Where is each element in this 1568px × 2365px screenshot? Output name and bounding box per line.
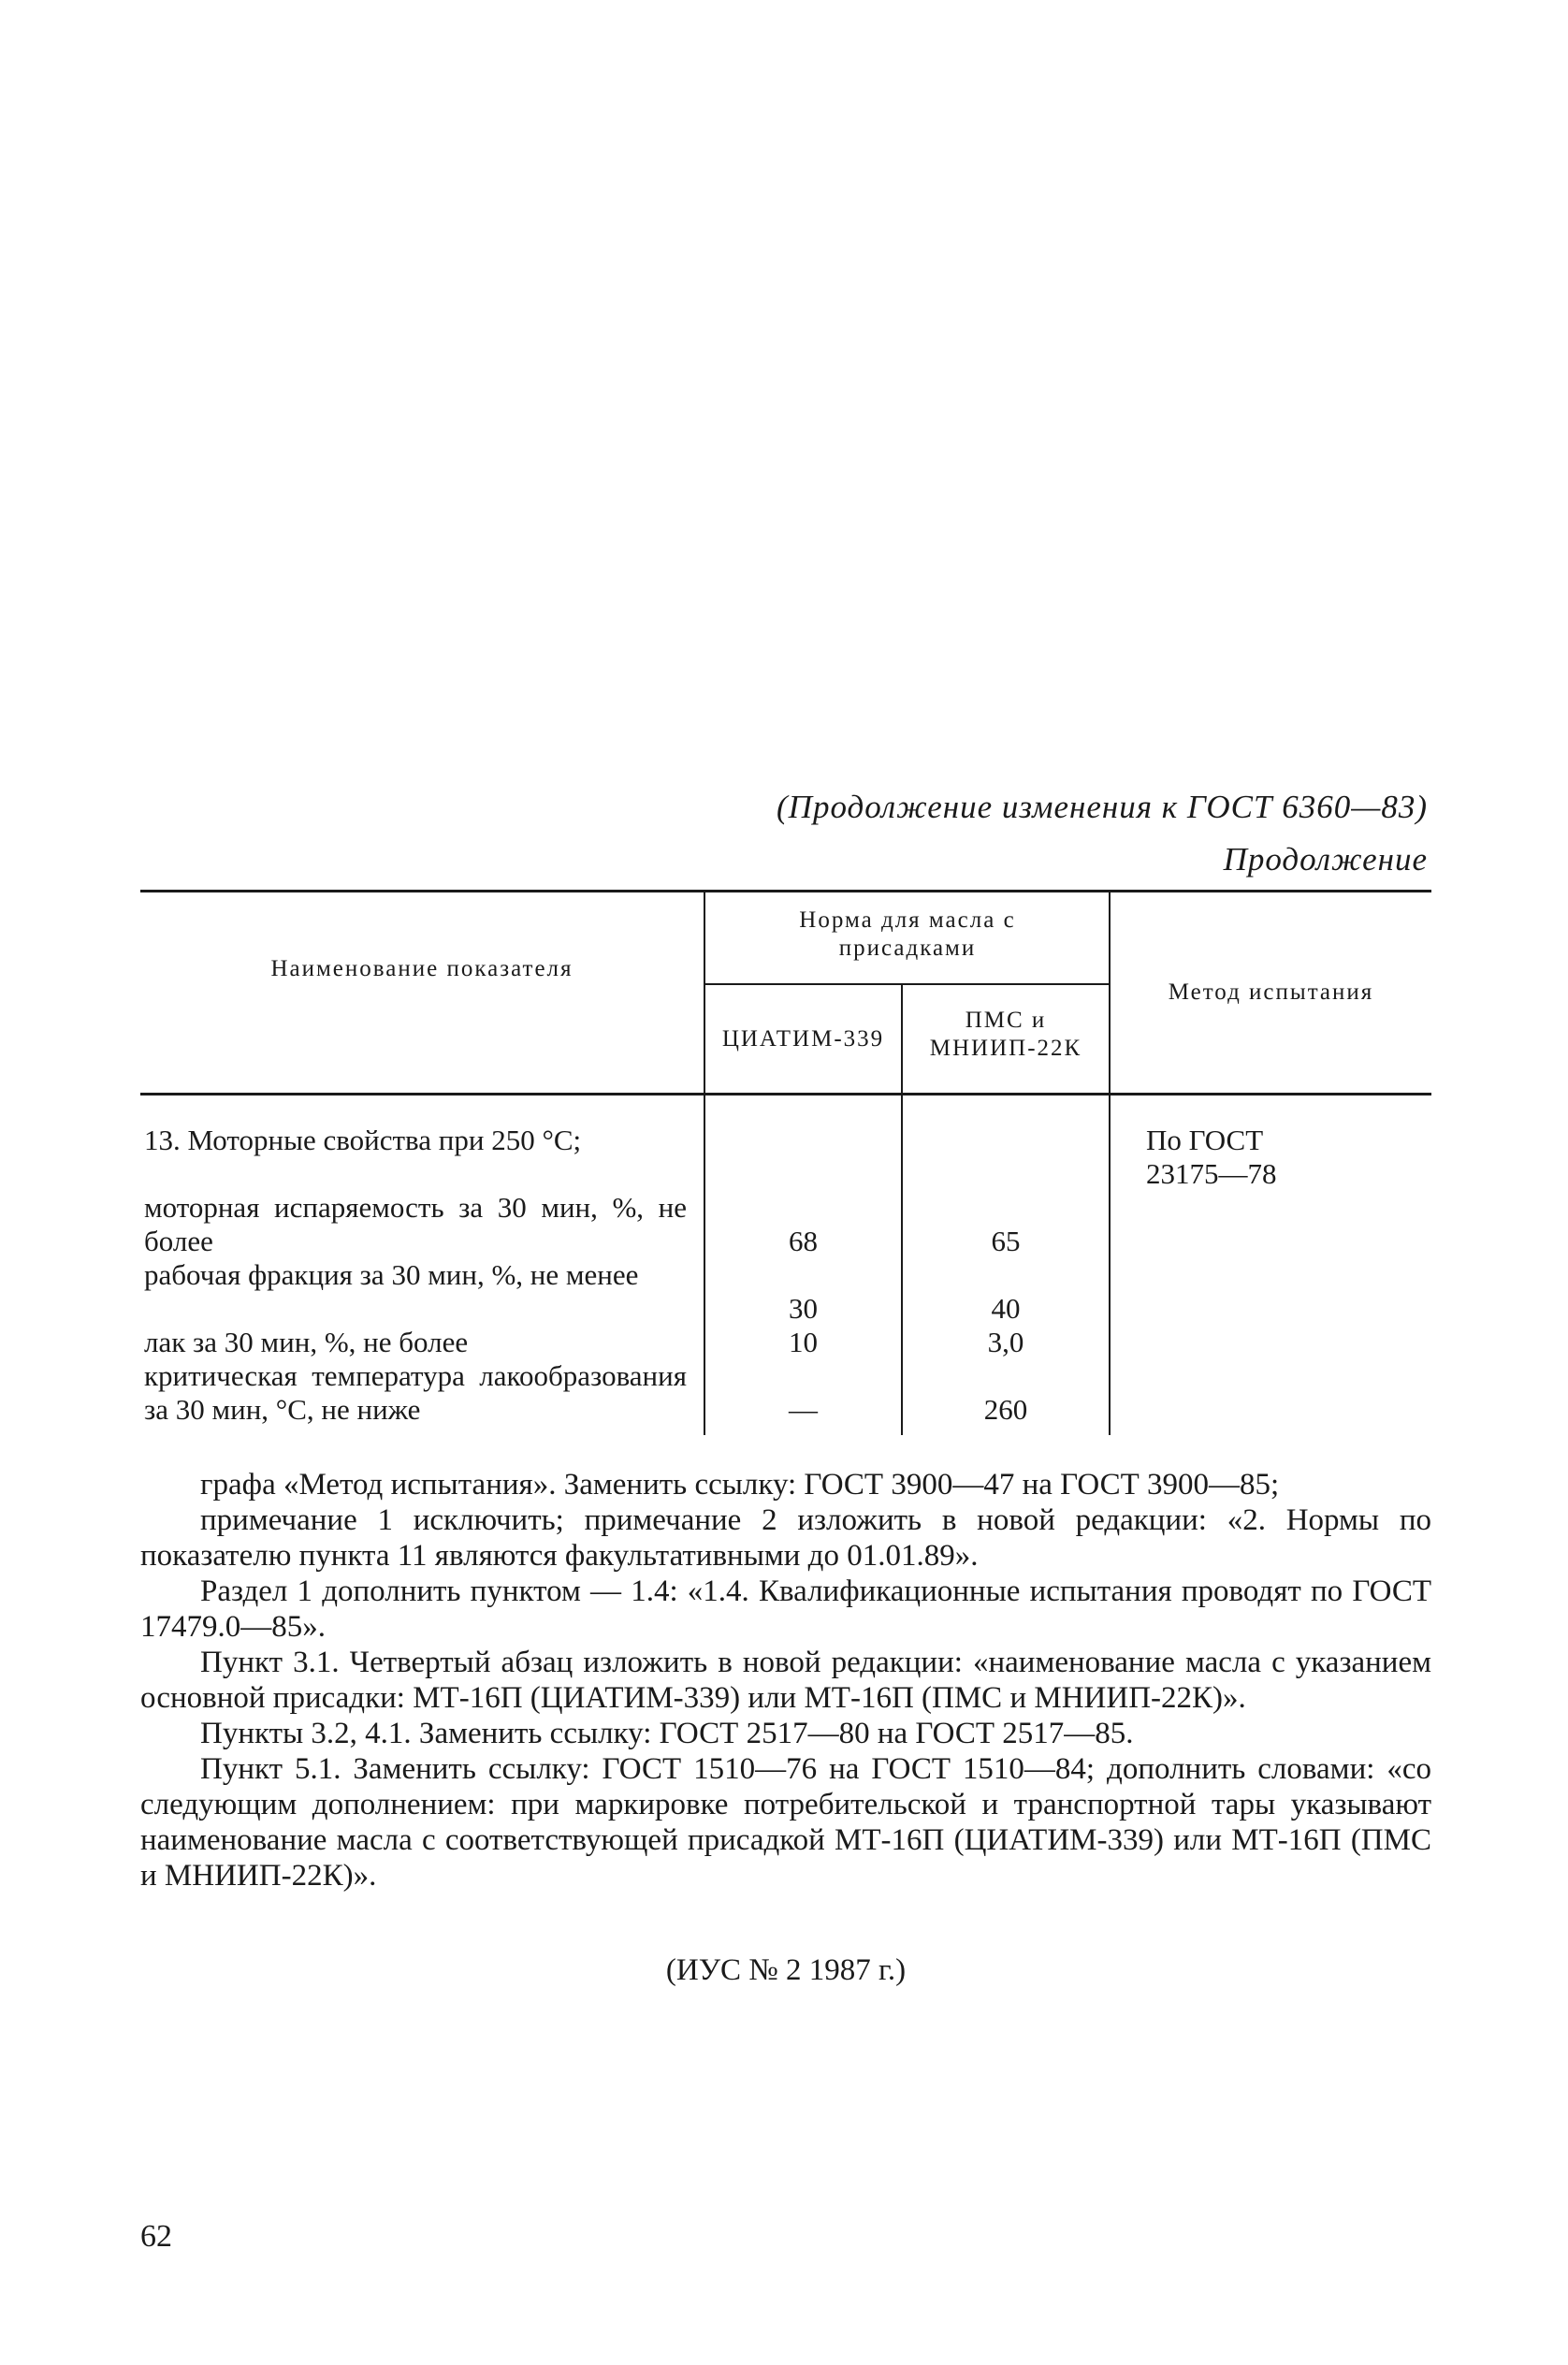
row-13-method: По ГОСТ 23175—78 [1146,1124,1277,1190]
row-evaporation-value-2: 65 [991,1225,1021,1257]
body-divider-3 [1109,1094,1111,1435]
row-lacquer-value-2: 3,0 [987,1326,1024,1358]
row-lacquer-value-1: 10 [789,1326,818,1358]
page-number: 62 [140,2219,172,2254]
paragraph-section-1: Раздел 1 дополнить пунктом — 1.4: «1.4. Квалификационные испытания проводят по ГОСТ 17479.0—85». [140,1574,1431,1644]
paragraph-notes: примечание 1 исключить; примечание 2 изложить в новой редакции: «2. Нормы по показателю пункта 11 являются факультативными до 01.01.89». [140,1503,1431,1573]
body-divider-1 [704,1094,705,1435]
column-header-norm-1: ЦИАТИМ-339 [721,1026,885,1052]
running-title: (Продолжение изменения к ГОСТ 6360—83) [777,789,1428,825]
paragraph-clause-5-1: Пункт 5.1. Заменить ссылку: ГОСТ 1510—76 на ГОСТ 1510—84; дополнить словами: «со следующим дополнением: при маркировке потребительской и транспортной тары указывают наименование масла с соответствующей присадкой МТ-16П (ЦИАТИМ-339) или МТ-16П (ПМС и МНИИП-22К)». [140,1752,1431,1893]
header-bottom-rule [140,1093,1431,1095]
paragraph-method-column: графа «Метод испытания». Заменить ссылку: ГОСТ 3900—47 на ГОСТ 3900—85; [200,1468,1280,1502]
column-header-method: Метод испытания [1168,979,1374,1005]
row-lacquer-indicator: лак за 30 мин, %, не более [144,1326,469,1358]
paragraph-clauses-3-2-4-1: Пункты 3.2, 4.1. Заменить ссылку: ГОСТ 2517—80 на ГОСТ 2517—85. [200,1717,1134,1750]
column-header-norm-2: ПМС и МНИИП-22К [929,1008,1082,1061]
norm-group-rule [704,983,1109,985]
table-top-rule [140,890,1431,892]
source-note: (ИУС № 2 1987 г.) [665,1953,907,1987]
row-working-fraction-value-1: 30 [789,1292,818,1325]
header-divider-2 [901,985,903,1093]
column-header-indicator: Наименование показателя [270,956,573,981]
row-critical-temp-value-2: 260 [983,1393,1028,1426]
amendment-text [140,1467,1431,1893]
continuation-label: Продолжение [1223,841,1428,878]
row-working-fraction-value-2: 40 [991,1292,1021,1325]
header-divider-1 [704,890,705,1093]
row-critical-temp-indicator: критическая температура лакообразования за 30 мин, °С, не ниже [144,1359,687,1426]
paragraph-clause-3-1: Пункт 3.1. Четвертый абзац изложить в новой редакции: «наименование масла с указанием основной присадки: МТ-16П (ЦИАТИМ-339) или МТ-16П (ПМС и МНИИП-22К)». [140,1646,1431,1715]
column-header-norm-group: Норма для масла с присадками [799,907,1016,961]
properties-table [140,890,1431,1451]
row-evaporation-indicator: моторная испаряемость за 30 мин, %, не более [144,1191,687,1257]
row-13-indicator: 13. Моторные свойства при 250 °С; [144,1124,582,1156]
body-divider-2 [901,1094,903,1435]
row-working-fraction-indicator: рабочая фракция за 30 мин, %, не менее [144,1258,639,1291]
row-critical-temp-value-1: — [789,1393,818,1426]
row-evaporation-value-1: 68 [789,1225,818,1257]
